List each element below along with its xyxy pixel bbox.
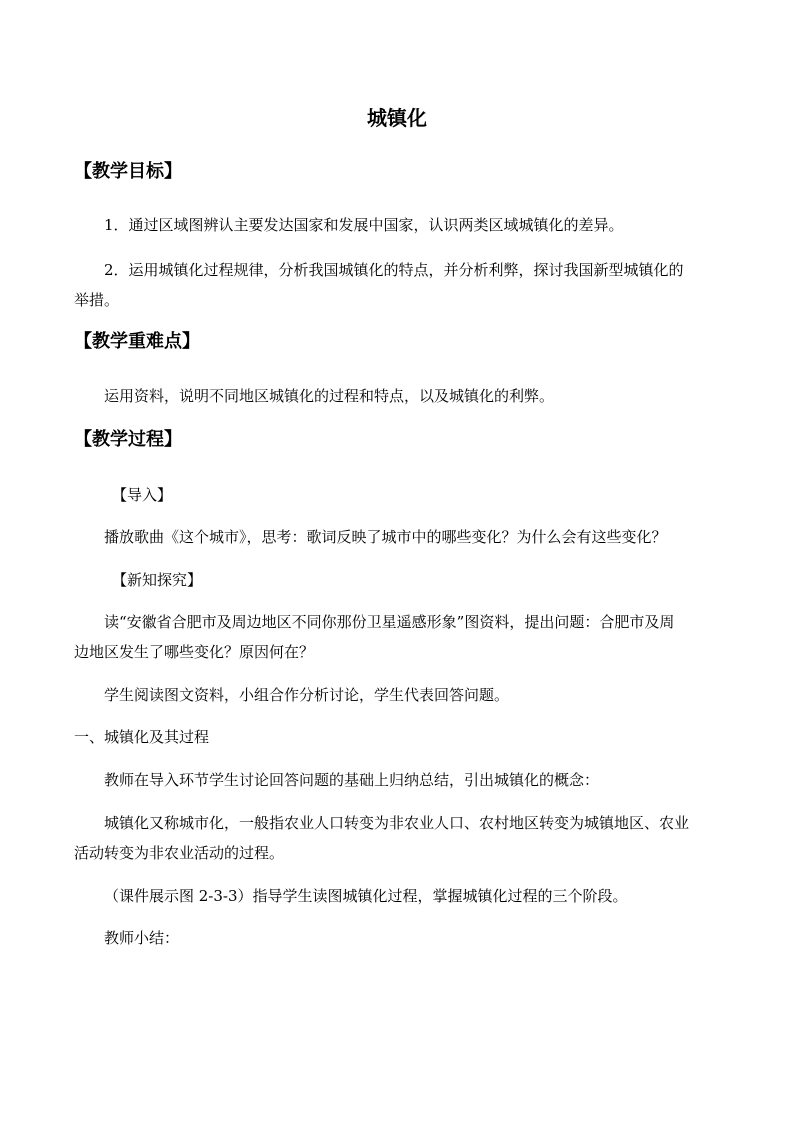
goals-heading: 【教学目标】: [74, 161, 182, 182]
teacher-conclusion-text: 教师小结：: [104, 929, 180, 947]
explore-text-line1: 读“安徽省合肥市及周边地区不同你那份卫星遥感形象”图资料，提出问题：合肥市及周: [104, 613, 675, 631]
teacher-summary-text: 教师在导入环节学生讨论回答问题的基础上归纳总结，引出城镇化的概念：: [104, 771, 600, 789]
part-1-heading: 一、城镇化及其过程: [74, 728, 210, 746]
definition-text-line2: 活动转变为非农业活动的过程。: [74, 844, 285, 862]
explore-text-line2: 边地区发生了哪些变化？原因何在？: [74, 643, 315, 661]
key-points-heading: 【教学重难点】: [74, 331, 200, 352]
goal-2-text-line2: 举措。: [74, 291, 120, 309]
explore-label: 【新知探究】: [112, 571, 203, 589]
process-heading: 【教学过程】: [74, 429, 182, 450]
intro-text: 播放歌曲《这个城市》，思考：歌词反映了城市中的哪些变化？为什么会有这些变化？: [104, 528, 667, 546]
definition-text-line1: 城镇化又称城市化，一般指农业人口转变为非农业人口、农村地区转变为城镇地区、农业: [104, 814, 690, 832]
student-activity-text: 学生阅读图文资料，小组合作分析讨论，学生代表回答问题。: [104, 686, 510, 704]
page-title: 城镇化: [367, 106, 427, 130]
goal-1-text: 1．通过区域图辨认主要发达国家和发展中国家，认识两类区域城镇化的差异。: [104, 216, 624, 234]
courseware-text: （课件展示图 2-3-3）指导学生读图城镇化过程，掌握城镇化过程的三个阶段。: [104, 887, 628, 905]
intro-label: 【导入】: [112, 486, 173, 504]
key-points-text: 运用资料，说明不同地区城镇化的过程和特点，以及城镇化的利弊。: [104, 387, 555, 405]
goal-2-text-line1: 2．运用城镇化过程规律，分析我国城镇化的特点，并分析利弊，探讨我国新型城镇化的: [104, 261, 684, 279]
